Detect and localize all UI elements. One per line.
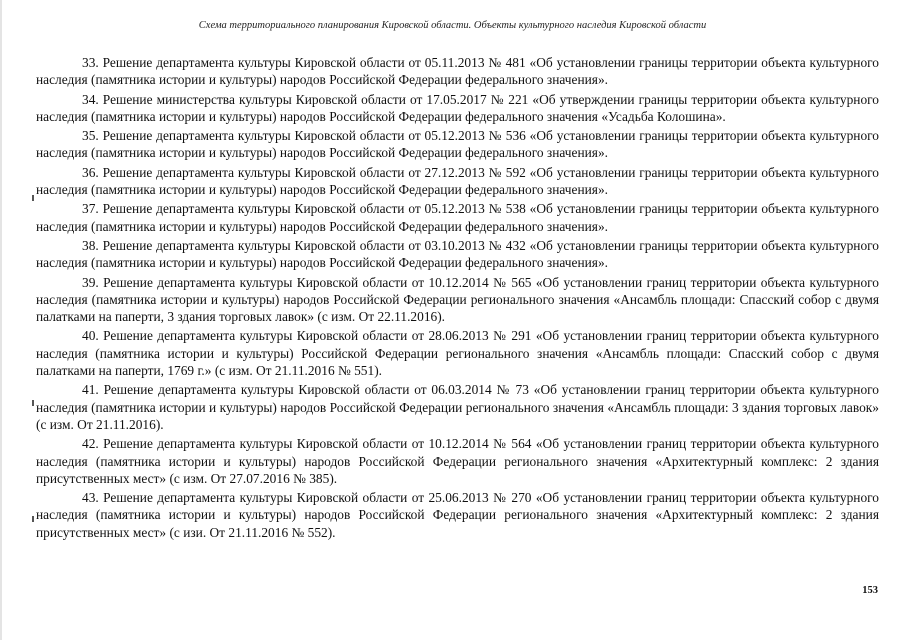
list-item-38: 38. Решение департамента культуры Кировской области от 03.10.2013 № 432 «Об установлении границы территории объекта культурного наследия (памятника истории и культуры) народов Российской Федерации федерального значения».: [36, 237, 879, 271]
list-item-42: 42. Решение департамента культуры Кировской области от 10.12.2014 № 564 «Об установлении границ территории объекта культурного наследия (памятника истории и культуры) народов Российской Федерации регионального значения «Архитектурный комплекс: 2 здания присутственных мест» (с изм. От 27.07.2016 № 385).: [36, 436, 879, 486]
scan-speck: [32, 400, 34, 406]
scan-left-edge: [0, 0, 2, 640]
list-item-43: 43. Решение департамента культуры Кировской области от 25.06.2013 № 270 «Об установлении границ территории объекта культурного наследия (памятника истории и культуры) народов Российской Федерации регионального значения «Архитектурный комплекс: 2 здания присутственных мест» (с изи. От 21.11.2016 № 552).: [36, 490, 879, 540]
list-item-36: 36. Решение департамента культуры Кировской области от 27.12.2013 № 592 «Об установлении границы территории объекта культурного наследия (памятника истории и культуры) народов Российской Федерации федерального значения».: [36, 164, 879, 198]
scan-speck: [32, 195, 34, 201]
list-item-34: 34. Решение министерства культуры Кировской области от 17.05.2017 № 221 «Об утверждении границы территории объекта культурного наследия (памятника истории и культуры) народов Российской Федерации федерального значения «Усадьба Колошина».: [36, 91, 879, 124]
running-header: Схема территориального планирования Кировской области. Объекты культурного наследия Кировской области: [198, 20, 707, 31]
list-item-33: 33. Решение департамента культуры Кировской области от 05.11.2013 № 481 «Об установлении границы территории объекта культурного наследия (памятника истории и культуры) народов Российской Федерации федерального значения».: [36, 55, 879, 88]
list-item-39: 39. Решение департамента культуры Кировской области от 10.12.2014 № 565 «Об установлении границ территории объекта культурного наследия (памятника истории и культуры) народов Российской Федерации регионального значения «Ансамбль площади: Спасский собор с двумя палатками на паперти, 3 здания торговых лавок» (с изм. От 22.11.2016).: [36, 274, 879, 325]
list-item-35: 35. Решение департамента культуры Кировской области от 05.12.2013 № 536 «Об установлении границы территории объекта культурного наследия (памятника истории и культуры) народов Российской Федерации федерального значения».: [36, 128, 879, 161]
list-item-41: 41. Решение департамента культуры Кировской области от 06.03.2014 № 73 «Об установлении границ территории объекта культурного наследия (памятника истории и культуры) народов Российской Федерации регионального значения «Ансамбль площади: 3 здания торговых лавок» (с изм. От 21.11.2016).: [36, 382, 879, 432]
document-body: [36, 54, 879, 543]
list-item-40: 40. Решение департамента культуры Кировской области от 28.06.2013 № 291 «Об установлении границ территории объекта культурного наследия (памятника истории и культуры) Российской Федерации регионального значения «Ансамбль площади: Спасский собор с двумя палатками на паперти, 1769 г.» (с изм. От 21.11.2016 № 551).: [36, 328, 879, 379]
list-item-37: 37. Решение департамента культуры Кировской области от 05.12.2013 № 538 «Об установлении границы территории объекта культурного наследия (памятника истории и культуры) народов Российской Федерации федерального значения».: [36, 201, 879, 234]
page-number: 153: [862, 585, 878, 596]
scan-speck: [32, 516, 34, 522]
